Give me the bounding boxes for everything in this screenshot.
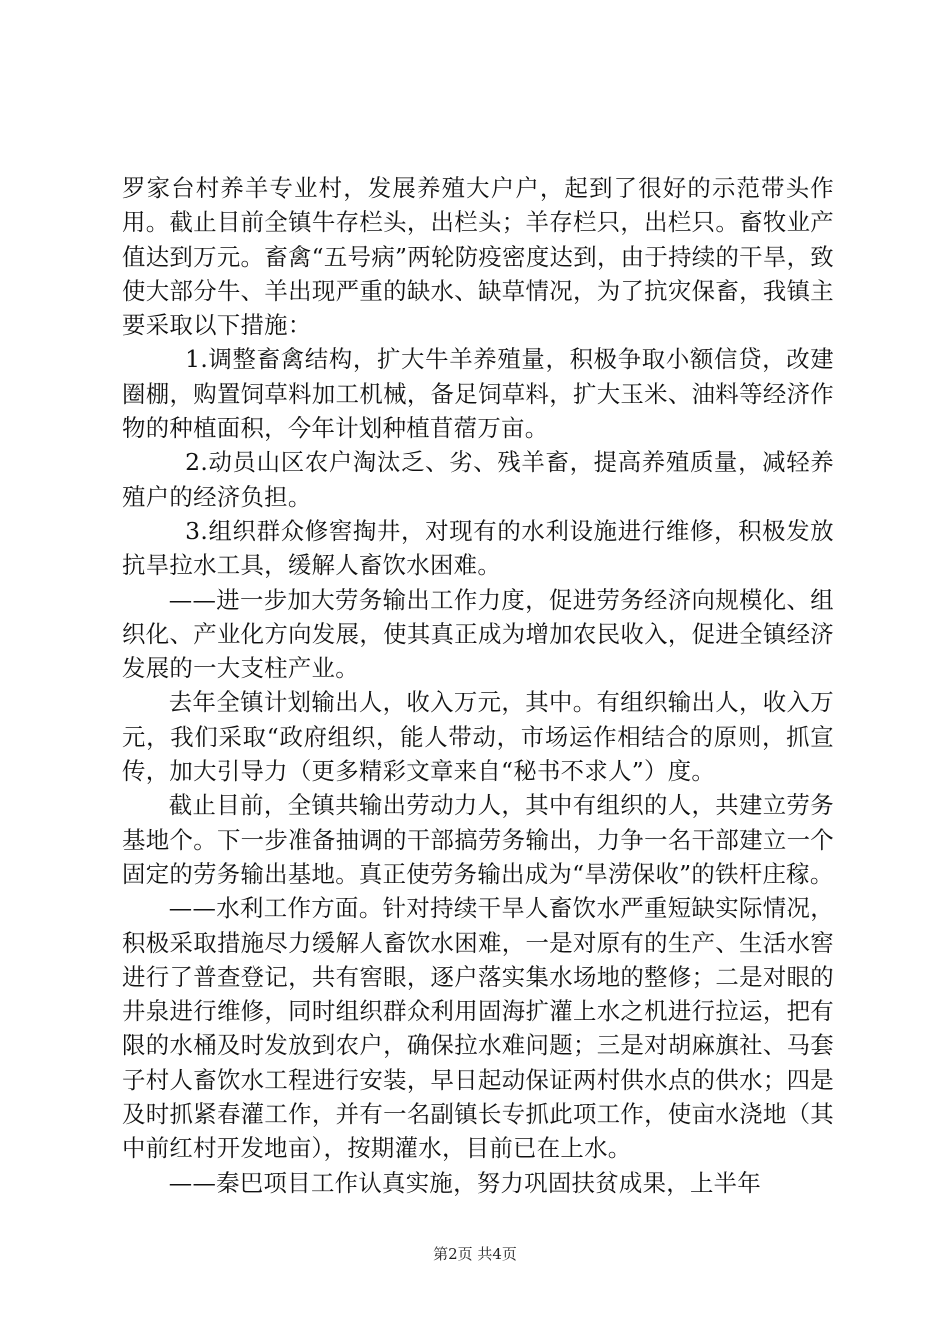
document-body xyxy=(122,171,834,1200)
paragraph-measure-1: 1.调整畜禽结构，扩大牛羊养殖量，积极争取小额信贷，改建圈棚，购置饲草料加工机械，备足饲草料，扩大玉米、油料等经济作物的种植面积，今年计划种植苜蓿万亩。 xyxy=(122,345,834,443)
paragraph-labor-export: ——进一步加大劳务输出工作力度，促进劳务经济向规模化、组织化、产业化方向发展，使其真正成为增加农民收入，促进全镇经济发展的一大支柱产业。 xyxy=(122,585,834,683)
paragraph-measure-3: 3.组织群众修窖掏井，对现有的水利设施进行维修，积极发放抗旱拉水工具，缓解人畜饮水困难。 xyxy=(122,516,834,580)
page-footer xyxy=(0,1243,950,1264)
paragraph-last-year-plan: 去年全镇计划输出人，收入万元，其中。有组织输出人，收入万元，我们采取“政府组织，能人带动，市场运作相结合的原则，抓宣传，加大引导力（更多精彩文章来自“秘书不求人”）度。 xyxy=(122,688,834,786)
paragraph-livestock-intro: 罗家台村养羊专业村，发展养殖大户户，起到了很好的示范带头作用。截止目前全镇牛存栏头，出栏头；羊存栏只，出栏只。畜牧业产值达到万元。畜禽“五号病”两轮防疫密度达到，由于持续的干旱，致使大部分牛、羊出现严重的缺水、缺草情况，为了抗灾保畜，我镇主要采取以下措施： xyxy=(122,174,834,340)
page-number-label: 第2页 共4页 xyxy=(433,1245,517,1263)
paragraph-measure-2: 2.动员山区农户淘汰乏、劣、残羊畜，提高养殖质量，减轻养殖户的经济负担。 xyxy=(122,448,834,511)
paragraph-qinba-project: ——秦巴项目工作认真实施，努力巩固扶贫成果，上半年 xyxy=(168,1168,762,1197)
paragraph-water-work: ——水利工作方面。针对持续干旱人畜饮水严重短缺实际情况，积极采取措施尽力缓解人畜饮水困难，一是对原有的生产、生活水窖进行了普查登记，共有窖眼，逐户落实集水场地的整修；二是对眼的井泉进行维修，同时组织群众利用固海扩灌上水之机进行拉运，把有限的水桶及时发放到农户，确保拉水难问题；三是对胡麻旗社、马套子村人畜饮水工程进行安装，早日起动保证两村供水点的供水；四是及时抓紧春灌工作，并有一名副镇长专抓此项工作，使亩水浇地（其中前红村开发地亩），按期灌水，目前已在上水。 xyxy=(122,894,834,1163)
paragraph-current-output: 截止目前，全镇共输出劳动力人，其中有组织的人，共建立劳务基地个。下一步准备抽调的干部搞劳务输出，力争一名干部建立一个固定的劳务输出基地。真正使劳务输出成为“旱涝保收”的铁杆庄稼。 xyxy=(122,791,834,888)
